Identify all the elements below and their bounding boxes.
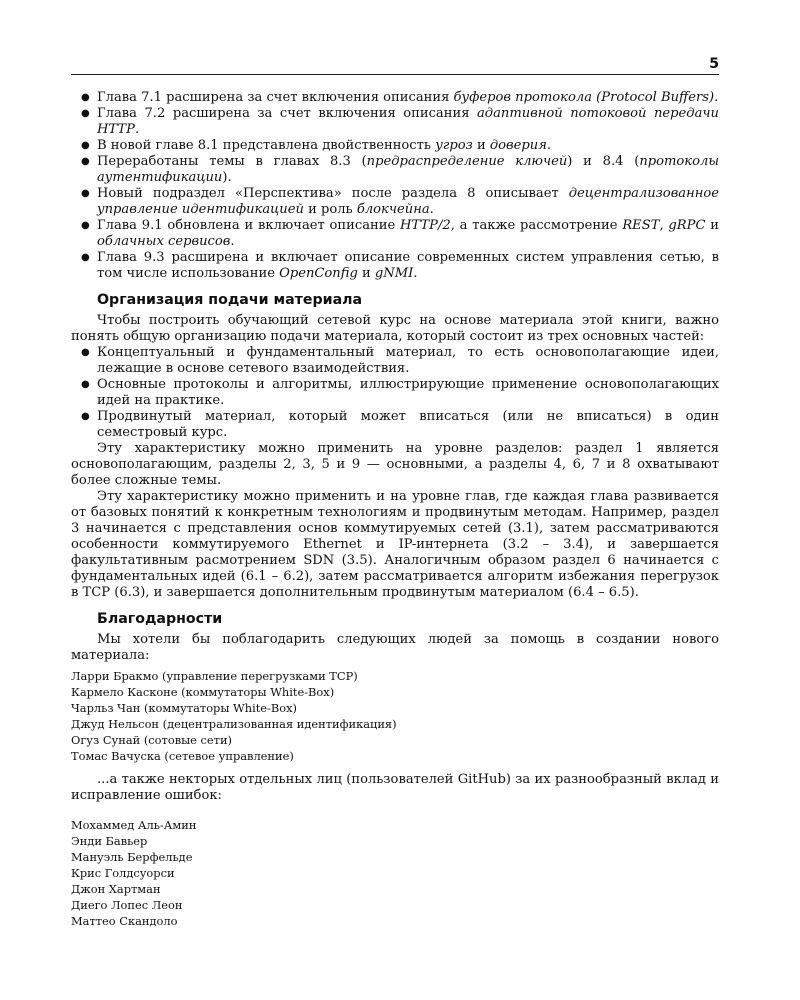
text-segment: и (705, 218, 719, 233)
person-name: Огуз Сунай (сотовые сети) (71, 733, 232, 747)
italic-term: предраспределение ключей (366, 154, 568, 169)
text-segment: и (357, 266, 375, 281)
acknowledgments-also: ...а также некторых отдельных лиц (пользователей GitHub) за их разнообразный вклад и исправление ошибок: (71, 772, 719, 803)
acknowledgments-heading: Благодарности (97, 611, 223, 627)
text-segment: Глава 9.3 расширена и включает описание современных систем управления сетью, в том числе использование (97, 250, 719, 281)
italic-term: gRPC (668, 218, 706, 233)
person-name: Кармело Касконе (коммутаторы White-Box) (71, 685, 335, 699)
contributor-name: Энди Бавьер (71, 834, 148, 848)
contributor-name: Мохаммед Аль-Амин (71, 818, 197, 832)
text-segment: Переработаны темы в главах 8.3 ( (97, 154, 367, 169)
italic-term: REST (622, 218, 660, 233)
italic-term: децентрализованное управление идентификацией (97, 186, 719, 217)
italic-term: адаптивной потоковой передачи HTTP (97, 106, 719, 137)
text-segment: В новой главе 8.1 представлена двойственность (97, 138, 436, 153)
change-item (71, 106, 719, 138)
contributor-name: Маттео Скандоло (71, 914, 178, 928)
acknowledgments-intro: Мы хотели бы поблагодарить следующих людей за помощь в создании нового материала: (71, 632, 719, 663)
italic-term: блокчейна (356, 202, 430, 217)
change-item (71, 218, 719, 250)
italic-term: gNMI (374, 266, 414, 281)
text-segment: Новый подраздел «Перспектива» после раздела 8 описывает (97, 186, 569, 201)
text-segment: Глава 7.2 расширена за счет включения описания (97, 106, 477, 121)
change-item (71, 154, 719, 186)
page-number: 5 (709, 56, 719, 72)
italic-term: доверия (489, 138, 547, 153)
list-item: ● Продвинутый материал, который может вписаться (или не вписаться) в один семестровый курс. (71, 409, 719, 441)
contributor-name: Диего Лопес Леон (71, 898, 183, 912)
parts-list (71, 345, 719, 441)
text-segment: ) и 8.4 ( (567, 154, 640, 169)
italic-term: OpenConfig (279, 266, 358, 281)
list-item: ● Основные протоколы и алгоритмы, иллюстрирующие применение основополагающих идей на практике. (71, 377, 719, 409)
person-name: Ларри Бракмо (управление перегрузками TCP) (71, 669, 358, 683)
change-item (71, 250, 719, 282)
text-segment: . (429, 202, 434, 217)
list-item: ● Концептуальный и фундаментальный материал, то есть основополагающие идеи, лежащие в основе сетевого взаимодействия. (71, 345, 719, 377)
contributor-name: Мануэль Берфельде (71, 850, 193, 864)
text-segment: Глава 7.1 расширена за счет включения описания (97, 90, 454, 105)
change-item (71, 90, 719, 106)
text-segment: . (714, 90, 719, 105)
page-content (71, 90, 719, 929)
change-item (71, 138, 719, 154)
contributor-name: Джон Хартман (71, 882, 161, 896)
organization-paragraph-1: Эту характеристику можно применить на уровне разделов: раздел 1 является основополагающим, разделы 2, 3, 5 и 9 — основными, а разделы 4, 6, 7 и 8 охватывают более сложные темы. (71, 441, 719, 488)
text-segment: . (230, 234, 235, 249)
page-header (71, 56, 719, 75)
contributors-list (71, 817, 719, 929)
person-name: Джуд Нельсон (децентрализованная идентификация) (71, 717, 397, 731)
italic-term: буферов протокола (Protocol Buffers) (453, 90, 715, 105)
italic-term: HTTP/2 (400, 218, 451, 233)
text-segment: , а также рассмотрение (450, 218, 623, 233)
italic-term: облачных сервисов (97, 234, 231, 249)
organization-intro: Чтобы построить обучающий сетевой курс на основе материала этой книги, важно понять общую организацию подачи материала, который состоит из трех основных частей: (71, 313, 719, 344)
contributor-name: Крис Голдсуорси (71, 866, 175, 880)
text-segment: ). (222, 170, 232, 185)
text-segment: Глава 9.1 обновлена и включает описание (97, 218, 400, 233)
organization-paragraph-2: Эту характеристику можно применить и на уровне глав, где каждая глава развивается от базовых понятий к конкретным технологиям и продвинутым методам. Например, раздел 3 начинается с представления основ коммутируемых сетей (3.1), затем рассматриваются особенности коммутируемого Ethernet и IP-интернета (3.2 – 3.4), и завершается факультативным расмотрением SDN (3.5). Аналогичным образом раздел 6 начинается с фундаментальных идей (6.1 – 6.2), затем рассматривается алгоритм избежания перегрузок в TCP (6.3), и завершается дополнительным продвинутым материалом (6.4 – 6.5). (71, 489, 719, 600)
text-segment: . (413, 266, 418, 281)
italic-term: протоколы аутентификации (97, 154, 720, 185)
changes-list (71, 90, 719, 282)
text-segment: , (659, 218, 669, 233)
change-item (71, 186, 719, 218)
text-segment: . (546, 138, 552, 153)
people-list (71, 668, 719, 764)
person-name: Томас Вачуска (сетевое управление) (71, 749, 294, 763)
person-name: Чарльз Чан (коммутаторы White-Box) (71, 701, 297, 715)
text-segment: и роль (303, 202, 357, 217)
organization-heading: Организация подачи материала (97, 292, 363, 308)
text-segment: . (134, 122, 140, 137)
italic-term: угроз (435, 138, 473, 153)
text-segment: и (472, 138, 490, 153)
